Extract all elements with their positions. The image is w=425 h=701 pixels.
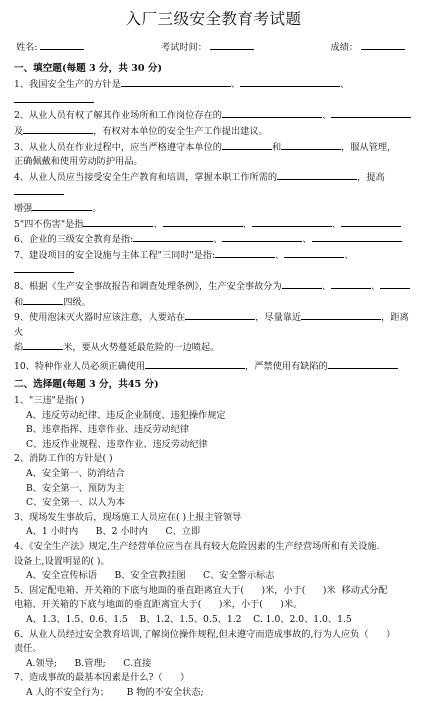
blank[interactable] [222, 140, 272, 150]
blank[interactable] [341, 217, 401, 227]
question-2: 2、从业人员有权了解其作业场所和工作岗位存在的 、 [14, 108, 413, 124]
blank[interactable] [252, 217, 332, 227]
question-6: 6、从业人员经过安全教育培训,了解岗位操作规程,但未遵守而造成事故的,行为人应负（ ） [14, 628, 396, 640]
blank[interactable] [14, 263, 74, 273]
option-c[interactable]: C、安全第一、以人为本 [26, 497, 125, 509]
blank[interactable] [284, 248, 344, 258]
question-2: 2、消防工作的方针是( ) [14, 453, 113, 465]
name-blank[interactable] [40, 40, 84, 50]
question-3: 3、现场发生事故后，现场施工人员应在( )上报主管领导 [14, 511, 242, 523]
question-8: 8、根据《生产安全事故报告和调查处理条例》，生产安全事故分为 、 、 [14, 279, 413, 295]
question-3: 3、从业人员在作业过程中，应当严格遵守本单位的 和 ，服从管理， [14, 141, 397, 153]
blank[interactable] [281, 140, 341, 150]
option-a[interactable]: A、安全第一、防消结合 [26, 468, 125, 480]
blank[interactable] [240, 77, 340, 87]
blank[interactable] [145, 359, 245, 369]
question-1: 1、我国安全生产的方针是 、 、 [14, 77, 413, 108]
time-blank[interactable] [210, 40, 254, 50]
blank[interactable] [23, 124, 93, 134]
question-10: 10、特种作业人员必须正确使用 ，严禁使用有缺陷的 [14, 359, 413, 375]
blank[interactable] [121, 77, 231, 87]
option-c[interactable]: C、违反作业规程、违章作业、违反劳动纪律 [26, 438, 208, 450]
blank[interactable] [222, 108, 322, 118]
blank[interactable] [14, 185, 64, 195]
blank[interactable] [331, 279, 371, 289]
question-6: 6、企业的三级安全教育是指: 、 、 [14, 232, 413, 248]
question-6-cont: 责任。 [14, 643, 42, 655]
question-8-cont: 和 四级。 [14, 296, 91, 308]
question-2-cont: 及 ，有权对本单位的安全生产工作提出建议。 [14, 125, 268, 137]
blank[interactable] [185, 310, 255, 320]
options[interactable]: A、1 小时内 B、2 小时内 C、立即 [26, 526, 201, 538]
section-fill-in [14, 62, 413, 375]
options[interactable]: A.领导; B.管理; C.直接 [26, 657, 152, 669]
question-7: 7、造成事故的最基本因素是什么?（ ） [14, 672, 190, 684]
blank[interactable] [312, 232, 402, 242]
blank[interactable] [277, 170, 357, 180]
blank[interactable] [331, 108, 411, 118]
blank[interactable] [282, 279, 322, 289]
blank[interactable] [222, 232, 302, 242]
options[interactable]: A 人的不安全行为； B 物的不安全状态; [26, 686, 204, 698]
question-9: 9、使用泡沫灭火器时应该注意，人要站在 ，尽量靠近 ，距离火 [14, 312, 409, 338]
section-heading: 一、填空题(每题 3 分，共 30 分) [14, 62, 162, 74]
question-7: 7、建设项目的安全设施与主体工程"三同时"是指: 、 、 [14, 248, 413, 279]
question-4: 4、《安全生产法》规定,生产经营单位应当在具有较大危险因素的生产经营场所和有关设施. [14, 541, 380, 552]
question-3-cont: 正确佩戴和使用劳动防护用品。 [14, 156, 143, 168]
blank[interactable] [133, 232, 213, 242]
blank[interactable] [301, 310, 381, 320]
time-field: 考试时间： [161, 40, 254, 56]
options[interactable]: A、安全宣传标语 B、安全宣教挂图 C、安全警示标志 [26, 570, 275, 582]
blank[interactable] [32, 201, 92, 211]
score-blank[interactable] [361, 40, 405, 50]
blank[interactable] [328, 359, 398, 369]
option-a[interactable]: A、违反劳动纪律、违反企业制度、违犯操作规定 [26, 409, 226, 421]
options[interactable]: A、1.3、1.5、0.6、1.5 B、1.2、1.5、0.5、1.2 C. 1.0、2.0、1.0、1.5 [26, 613, 352, 625]
name-field: 姓名: [16, 40, 84, 56]
blank[interactable] [215, 248, 275, 258]
question-5: 5"四不伤害"是指 、 、 、 [14, 217, 413, 233]
blank[interactable] [23, 295, 63, 305]
blank[interactable] [380, 279, 410, 289]
question-4-cont: 设备上,设置明显的( )。 [14, 555, 110, 567]
option-b[interactable]: B、安全第一、预防为主 [26, 482, 125, 494]
exam-title: 入厂三级安全教育考试题 [125, 10, 302, 28]
question-4: 4、从业人员应当接受安全生产教育和培训，掌握本职工作所需的 ，提高 [14, 170, 413, 201]
option-b[interactable]: B、违章指挥、违章作业、违反劳动纪律 [26, 424, 189, 436]
blank[interactable] [163, 217, 243, 227]
question-5-cont: 电箱、开关箱的下底与地面的垂直距离宜大于( )米，小于( )米。 [14, 599, 303, 611]
section-heading: 二、选择题(每题 3 分，共45 分) [14, 379, 159, 391]
question-1: 1、"三违"是指( ) [14, 395, 85, 407]
question-4-cont: 增强 。 [14, 202, 102, 214]
section-choice [14, 378, 413, 700]
blank[interactable] [83, 217, 153, 227]
header-info [16, 40, 405, 56]
blank[interactable] [14, 93, 94, 103]
question-9-cont: 焰 米，要从火势蔓延最危险的一边喷起。 [14, 342, 220, 354]
question-5: 5、固定配电箱、开关箱的下底与地面的垂直距离宜大于( )米，小于( )米 移动式分配 [14, 584, 388, 596]
blank[interactable] [23, 340, 63, 350]
score-field: 成绩： [331, 40, 405, 56]
